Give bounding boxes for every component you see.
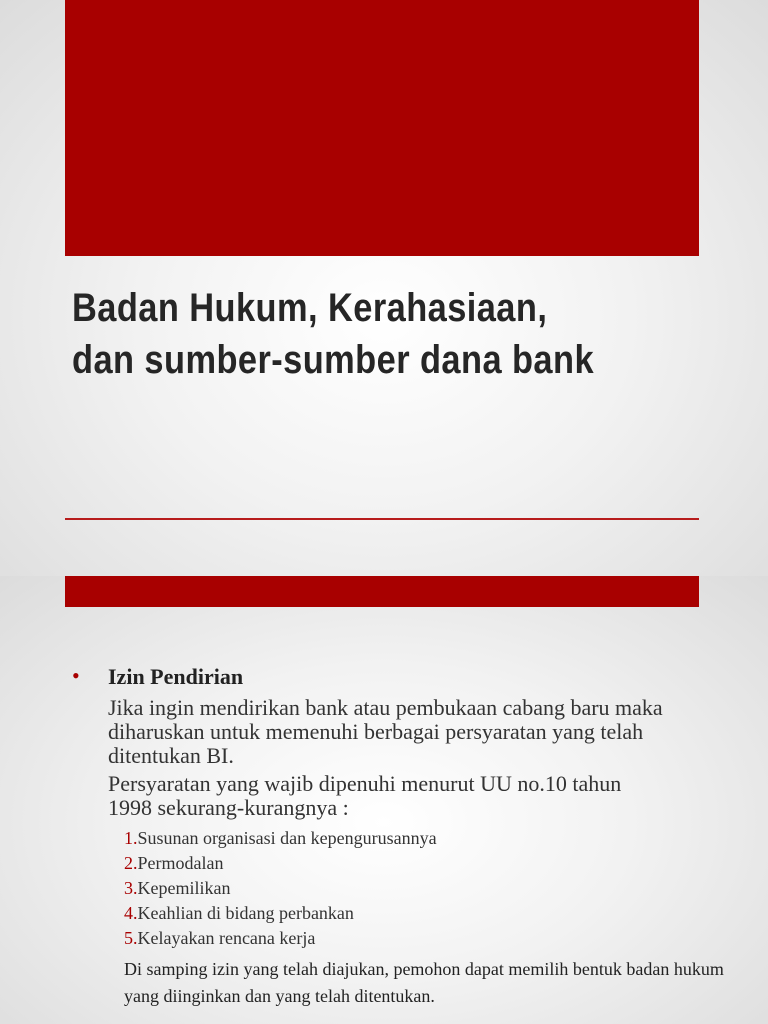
content-body (0, 576, 768, 1024)
list-item (124, 851, 437, 876)
list-item-text: Kepemilikan (137, 878, 231, 898)
list-item-number: 3. (124, 878, 138, 898)
list-item-text: Susunan organisasi dan kepengurusannya (137, 828, 437, 848)
legal-form-note: Di samping izin yang telah diajukan, pemohon dapat memilih bentuk badan hukum yang diinginkan dan yang telah ditentukan. (124, 959, 724, 1006)
slide-title (72, 282, 640, 386)
list-item (124, 876, 437, 901)
paragraph-requirement-intro: Jika ingin mendirikan bank atau pembukaan cabang baru maka diharuskan untuk memenuhi berbagai persyaratan yang telah ditentukan BI. (108, 695, 663, 768)
paragraph-law-reference: Persyaratan yang wajib dipenuhi menurut UU no.10 tahun 1998 sekurang-kurangnya : (108, 771, 622, 820)
slide-title-line-1: Badan Hukum, Kerahasiaan, (72, 286, 548, 330)
list-item-number: 1. (124, 828, 138, 848)
list-item-number: 2. (124, 853, 138, 873)
list-item-text: Permodalan (137, 853, 224, 873)
bullet-icon: • (72, 663, 80, 688)
section-heading: Izin Pendirian (108, 664, 244, 689)
list-item-text: Kelayakan rencana kerja (137, 928, 316, 948)
list-item (124, 901, 437, 926)
title-banner (65, 0, 699, 256)
slide-title-line-2: dan sumber-sumber dana bank (72, 338, 595, 382)
list-item-number: 5. (124, 928, 138, 948)
list-item (124, 926, 437, 951)
list-item-number: 4. (124, 903, 138, 923)
title-divider (65, 518, 699, 520)
requirements-list (124, 826, 437, 951)
list-item-text: Keahlian di bidang perbankan (137, 903, 354, 923)
list-item (124, 826, 437, 851)
content-slide (0, 576, 768, 1024)
